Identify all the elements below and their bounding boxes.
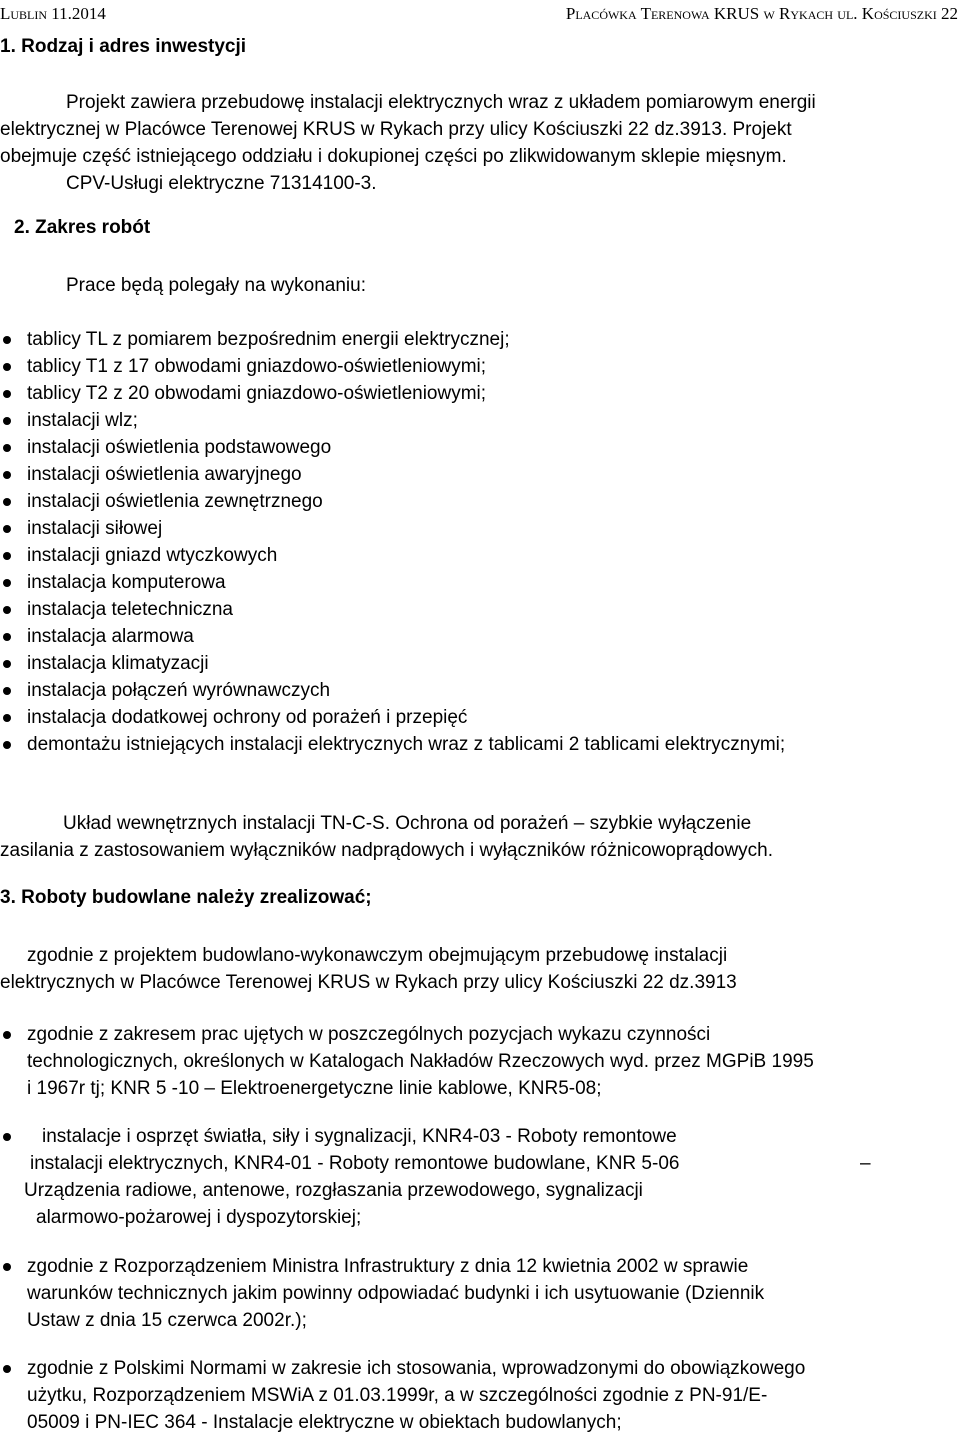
list-item: instalacja połączeń wyrównawczych [0,677,785,704]
item-4-line-3: 05009 i PN-IEC 364 - Instalacje elektryczne w obiektach budowlanych; [27,1412,622,1433]
item-2-line-3: Urządzenia radiowe, antenowe, rozgłaszania przewodowego, sygnalizacji [24,1180,643,1201]
list-item: instalacji siłowej [0,515,785,542]
list-item: tablicy TL z pomiarem bezpośrednim energii elektrycznej; [0,326,785,353]
section-1-line-2: elektrycznej w Placówce Terenowej KRUS w Rykach przy ulicy Kościuszki 22 dz.3913. Projekt [0,119,792,140]
scope-of-work-list [0,326,785,758]
list-item: instalacji oświetlenia awaryjnego [0,461,785,488]
list-item: instalacja dodatkowej ochrony od porażeń i przepięć [0,704,785,731]
item-4-line-2: użytku, Rozporządzeniem MSWiA z 01.03.1999r, a w szczególności zgodnie z PN-91/E- [27,1385,768,1406]
item-3-line-1: zgodnie z Rozporządzeniem Ministra Infrastruktury z dnia 12 kwietnia 2002 w sprawie [27,1256,749,1277]
header-date: Lublin 11.2014 [0,4,106,23]
section-3-intro-line-2: elektrycznych w Placówce Terenowej KRUS w Rykach przy ulicy Kościuszki 22 dz.3913 [0,972,737,993]
list-item: instalacja alarmowa [0,623,785,650]
list-item: instalacji oświetlenia zewnętrznego [0,488,785,515]
bullet-icon [3,1031,11,1039]
section-1-line-1: Projekt zawiera przebudowę instalacji elektrycznych wraz z układem pomiarowym energii [66,92,816,113]
list-item: instalacji gniazd wtyczkowych [0,542,785,569]
page-header [0,2,960,26]
list-item: demontażu istniejących instalacji elektrycznych wraz z tablicami 2 tablicami elektrycznymi; [0,731,785,758]
item-2-line-1: instalacje i osprzęt światła, siły i sygnalizacji, KNR4-03 - Roboty remontowe [42,1126,677,1147]
item-2-line-4: alarmowo-pożarowej i dyspozytorskiej; [36,1207,362,1228]
list-item: instalacja komputerowa [0,569,785,596]
item-3-line-3: Ustaw z dnia 15 czerwca 2002r.); [27,1310,307,1331]
section-2-intro: Prace będą polegały na wykonaniu: [66,275,366,296]
item-2-dash: – [860,1153,871,1174]
system-line-1: Układ wewnętrznych instalacji TN-C-S. Ochrona od porażeń – szybkie wyłączenie [63,813,752,834]
list-item: instalacji wlz; [0,407,785,434]
item-1-line-2: technologicznych, określonych w Katalogach Nakładów Rzeczowych wyd. przez MGPiB 1995 [27,1051,814,1072]
section-1-title: 1. Rodzaj i adres inwestycji [0,36,247,57]
item-3-line-2: warunków technicznych jakim powinny odpowiadać budynki i ich usytuowanie (Dziennik [27,1283,765,1304]
item-1-line-3: i 1967r tj; KNR 5 -10 – Elektroenergetyczne linie kablowe, KNR5-08; [27,1078,602,1099]
list-item: instalacja klimatyzacji [0,650,785,677]
list-item: tablicy T2 z 20 obwodami gniazdowo-oświetleniowymi; [0,380,785,407]
section-2-title: 2. Zakres robót [14,217,151,238]
item-2-line-2: instalacji elektrycznych, KNR4-01 - Roboty remontowe budowlane, KNR 5-06 [30,1153,680,1174]
bullet-icon [3,1133,11,1141]
item-4-line-1: zgodnie z Polskimi Normami w zakresie ich stosowania, wprowadzonymi do obowiązkowego [27,1358,806,1379]
bullet-icon [3,1263,11,1271]
header-institution: Placówka Terenowa KRUS w Rykach ul. Kościuszki 22 [565,4,958,23]
list-item: tablicy T1 z 17 obwodami gniazdowo-oświetleniowymi; [0,353,785,380]
section-1-line-3: obejmuje część istniejącego oddziału i dokupionej części po zlikwidowanym sklepie mięsnym. [0,146,787,167]
item-1-line-1: zgodnie z zakresem prac ujętych w poszczególnych pozycjach wykazu czynności [27,1024,711,1045]
bullet-icon [3,1365,11,1373]
list-item: instalacja teletechniczna [0,596,785,623]
section-3-title: 3. Roboty budowlane należy zrealizować; [0,887,372,908]
list-item: instalacji oświetlenia podstawowego [0,434,785,461]
section-1-line-4: CPV-Usługi elektryczne 71314100-3. [66,173,377,194]
section-3-intro-line-1: zgodnie z projektem budowlano-wykonawczym obejmującym przebudowę instalacji [27,945,728,966]
system-line-2: zasilania z zastosowaniem wyłączników nadprądowych i wyłączników różnicowoprądowych. [0,840,774,861]
